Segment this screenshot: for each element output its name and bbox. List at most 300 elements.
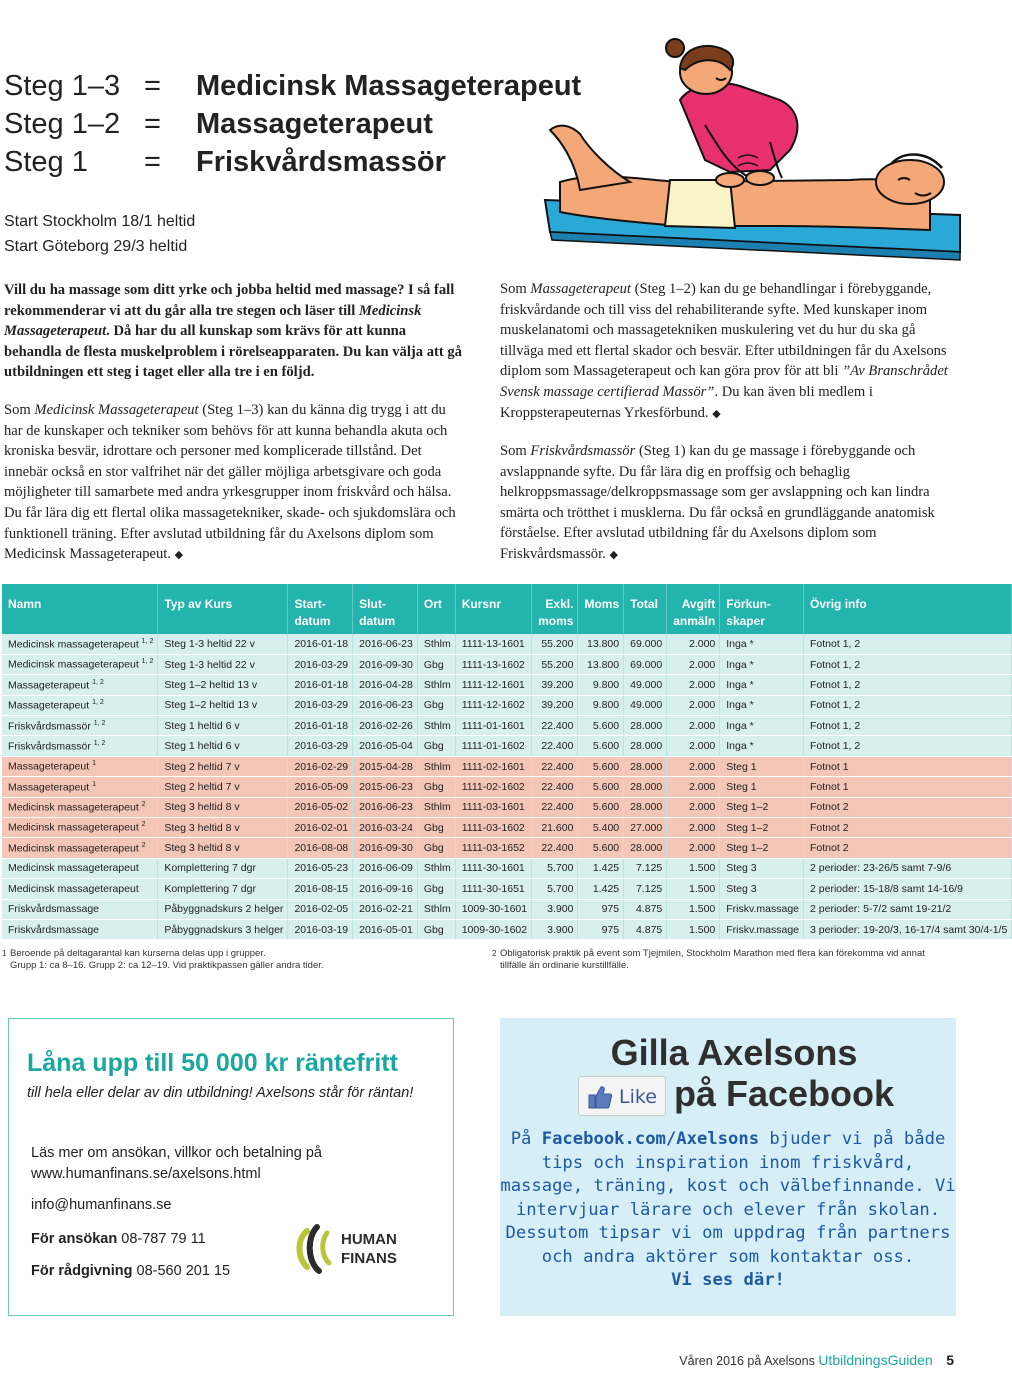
cell-typ	[158, 838, 288, 858]
cell-ort	[417, 654, 455, 674]
cell-text: 5.600	[592, 760, 620, 773]
footnote-1	[2, 948, 450, 972]
cell-typ	[158, 695, 288, 715]
cell-text: Medicinsk massageterapeut	[8, 821, 139, 834]
cell-start	[288, 919, 353, 939]
cell-text: 2016-01-18	[294, 678, 349, 691]
cell-slut	[353, 899, 418, 919]
cell-typ	[158, 716, 288, 736]
cell-start	[288, 736, 353, 756]
cell-text: 9.800	[592, 699, 620, 712]
cell-text: Gbg	[423, 821, 444, 834]
cell-info	[804, 634, 1012, 654]
footnote-ref: 1	[92, 780, 96, 788]
cell-text: Steg 1	[726, 780, 757, 793]
cell-text: 28.000	[630, 842, 663, 855]
cell-text: 2016-06-09	[359, 862, 413, 875]
cell-name	[2, 899, 158, 919]
cell-text: 2.000	[688, 740, 716, 753]
loan-box	[8, 1018, 454, 1316]
cell-total	[624, 736, 667, 756]
cell-text: Sthlm	[423, 801, 451, 814]
column-header-line2: anmäln	[673, 614, 716, 628]
loan-subline: till hela eller delar av din utbildning! Axelsons står för räntan!	[27, 1085, 414, 1101]
cell-typ	[158, 675, 288, 695]
cell-moms	[578, 879, 624, 899]
cell-text: Inga *	[726, 699, 754, 712]
cell-text: 3.900	[547, 903, 574, 916]
cell-text: 1111-02-1602	[461, 780, 525, 793]
cell-text: 2016-05-01	[359, 923, 413, 936]
cell-text: 28.000	[630, 780, 663, 793]
cell-text: 2016-02-29	[294, 760, 349, 773]
table-header-row	[2, 584, 1012, 634]
cell-info	[804, 716, 1012, 736]
cell-avgift	[667, 838, 720, 858]
cell-text: Friskvårdsmassage	[8, 903, 100, 916]
cell-text: 2016-03-19	[294, 923, 349, 936]
cell-exkl	[532, 736, 578, 756]
cell-kursnr	[455, 879, 531, 899]
column-header: Avgift anmäln	[667, 584, 720, 634]
cell-fork	[720, 818, 804, 838]
table-row	[2, 736, 1012, 756]
cell-total	[624, 654, 667, 674]
end-diamond-icon: ◆	[712, 407, 721, 420]
cell-info	[804, 675, 1012, 695]
cell-text: Gbg	[423, 740, 444, 753]
cell-text: Friskvårdsmassör	[8, 740, 91, 753]
cell-text: Medicinsk massageterapeut	[8, 842, 139, 855]
facebook-headline: på Facebook	[674, 1073, 895, 1114]
cell-text: 2016-09-30	[359, 842, 413, 855]
cell-start	[288, 899, 353, 919]
cell-fork	[720, 756, 804, 776]
cell-text: 2.000	[688, 719, 716, 732]
cell-text: 1111-13-1601	[461, 637, 525, 650]
cell-moms	[578, 838, 624, 858]
cell-text: 5.600	[592, 780, 620, 793]
paragraph-text: . Du kan även bli medlem i Kroppsterapeuternas Yrkesförbund.	[500, 383, 873, 421]
page-footer	[679, 1352, 954, 1368]
cell-text: 49.000	[630, 699, 663, 712]
footnote-ref: 1	[92, 760, 96, 768]
cell-kursnr	[455, 797, 531, 817]
cell-exkl	[532, 634, 578, 654]
cell-text: 22.400	[541, 780, 574, 793]
cell-fork	[720, 777, 804, 797]
step-title: Massageterapeut	[196, 108, 433, 140]
cell-text: 7.125	[635, 862, 663, 875]
step-equals: =	[144, 70, 161, 102]
cell-info	[804, 756, 1012, 776]
cell-text: Gbg	[423, 923, 444, 936]
cell-moms	[578, 899, 624, 919]
column-header: Kursnr	[455, 584, 531, 634]
cell-slut	[353, 675, 418, 695]
cell-text: 2016-06-23	[359, 699, 413, 712]
intro-text: Vill du ha massage som ditt yrke och jobba heltid med massage? I så fall rekommenderar vi att du går alla tre stegen och läser till	[4, 282, 455, 319]
cell-text: 5.400	[592, 821, 620, 834]
cell-total	[624, 838, 667, 858]
table-row	[2, 716, 1012, 736]
cell-exkl	[532, 818, 578, 838]
cell-text: Fotnot 1	[810, 780, 849, 793]
logo-text: FINANS	[341, 1250, 397, 1267]
cell-text: 2016-06-23	[359, 801, 413, 814]
cell-text: Steg 3 heltid 8 v	[164, 821, 240, 834]
cell-fork	[720, 716, 804, 736]
cell-start	[288, 695, 353, 715]
paragraph-text: Som	[500, 281, 531, 297]
page-number: 5	[946, 1352, 954, 1368]
table-row	[2, 695, 1012, 715]
cell-start	[288, 777, 353, 797]
cell-ort	[417, 879, 455, 899]
cell-fork	[720, 919, 804, 939]
cell-text: 55.200	[541, 637, 574, 650]
cell-text: Steg 1–2 heltid 13 v	[164, 678, 258, 691]
cell-kursnr	[455, 838, 531, 858]
cell-text: 2.000	[688, 801, 716, 814]
cell-text: Massageterapeut	[8, 760, 90, 773]
cell-text: Inga *	[726, 658, 754, 671]
cell-text: 9.800	[592, 678, 620, 691]
cell-avgift	[667, 716, 720, 736]
cell-text: 2016-09-16	[359, 882, 413, 895]
table-row	[2, 818, 1012, 838]
cell-slut	[353, 879, 418, 899]
cell-text: 2 perioder: 15-18/8 samt 14-16/9	[810, 882, 963, 895]
cell-text: 2 perioder: 5-7/2 samt 19-21/2	[810, 903, 952, 916]
cell-text: 1111-12-1602	[461, 699, 525, 712]
column-header-line2: moms	[538, 614, 574, 628]
cell-text: 1111-03-1601	[461, 801, 525, 814]
cell-avgift	[667, 736, 720, 756]
cell-text: 5.600	[592, 740, 620, 753]
end-diamond-icon: ◆	[609, 548, 618, 561]
cell-info	[804, 899, 1012, 919]
cell-kursnr	[455, 756, 531, 776]
intro-paragraph	[4, 280, 466, 383]
cell-text: Fotnot 1, 2	[810, 699, 861, 712]
cell-fork	[720, 736, 804, 756]
cell-text: Fotnot 1, 2	[810, 678, 861, 691]
cell-typ	[158, 797, 288, 817]
cell-text: 2016-03-29	[294, 658, 349, 671]
cell-name	[2, 654, 158, 674]
column-header: Förkun- skaper	[720, 584, 804, 634]
cell-name	[2, 777, 158, 797]
cell-exkl	[532, 675, 578, 695]
table-row	[2, 838, 1012, 858]
cell-slut	[353, 777, 418, 797]
cell-text: Steg 2 heltid 7 v	[164, 760, 240, 773]
cell-text: 2016-03-29	[294, 740, 349, 753]
cell-text: 69.000	[630, 658, 663, 671]
cell-exkl	[532, 838, 578, 858]
cell-text: Medicinsk massageterapeut	[8, 658, 139, 671]
end-diamond-icon: ◆	[174, 549, 184, 562]
cell-avgift	[667, 654, 720, 674]
cell-text: Fotnot 1, 2	[810, 719, 861, 732]
cell-text: 2.000	[688, 821, 716, 834]
table-row	[2, 899, 1012, 919]
cell-name	[2, 634, 158, 654]
massageterapeut-paragraph	[500, 279, 958, 424]
cell-exkl	[532, 695, 578, 715]
footnote-2	[492, 948, 950, 972]
column-header: Start- datum	[288, 584, 353, 634]
paragraph-text: (Steg 1) kan du ge massage i förebyggande och avslappnande syfte. Du får lära dig en proffsig och behaglig helkroppsmassage/delkroppsmassage som ger avslappning och kan lindra smärta och trötthet i musklerna. Du får också en grundläggande anatomisk förståelse. Efter avslutad utbildning får du Axelsons diplom som Friskvårdsmassör.	[500, 443, 935, 562]
column-header: Ort	[417, 584, 455, 634]
cell-text: Fotnot 1	[810, 760, 849, 773]
paragraph-emphasis: ”Av Branschrådet Svensk massage certifierad Massör”	[500, 363, 948, 400]
column-header: Moms	[578, 584, 624, 634]
cell-info	[804, 858, 1012, 878]
cell-exkl	[532, 716, 578, 736]
cell-total	[624, 777, 667, 797]
intro-text: . Då har du all kunskap som krävs för att kunna behandla de flesta muskelproblem i rörelseapparaten. Du kan välja att gå utbildningen ett steg i taget eller alla tre i en följd.	[4, 323, 462, 381]
loan-advice-phone	[31, 1261, 230, 1282]
cell-typ	[158, 818, 288, 838]
cell-total	[624, 899, 667, 919]
cell-text: 28.000	[630, 719, 663, 732]
cell-text: Inga *	[726, 740, 754, 753]
cell-typ	[158, 919, 288, 939]
cell-kursnr	[455, 675, 531, 695]
cell-info	[804, 654, 1012, 674]
cell-text: Sthlm	[423, 862, 451, 875]
cell-text: Fotnot 1, 2	[810, 637, 861, 650]
cell-text: 28.000	[630, 801, 663, 814]
cell-text: Steg 1–2	[726, 801, 769, 814]
cell-exkl	[532, 899, 578, 919]
cell-slut	[353, 736, 418, 756]
cell-text: 2016-02-21	[359, 903, 413, 916]
cell-text: 39.200	[541, 678, 574, 691]
paragraph-emphasis: Medicinsk Massageterapeut	[34, 402, 199, 418]
cell-text: 975	[601, 903, 620, 916]
cell-avgift	[667, 675, 720, 695]
cell-text: 69.000	[630, 637, 663, 650]
loan-email-link[interactable]: info@humanfinans.se	[31, 1197, 172, 1213]
cell-text: 49.000	[630, 678, 663, 691]
cell-typ	[158, 634, 288, 654]
cell-start	[288, 675, 353, 695]
logo-text: HUMAN	[341, 1231, 397, 1248]
cell-moms	[578, 675, 624, 695]
cell-text: 1009-30-1601	[461, 903, 528, 916]
cell-text: 1.500	[688, 882, 716, 895]
facebook-headline: Gilla Axelsons	[610, 1032, 858, 1073]
cell-kursnr	[455, 777, 531, 797]
cell-text: 28.000	[630, 760, 663, 773]
paragraph-text: (Steg 1–2) kan du ge behandlingar i förebyggande, friskvårdande och till viss del rehabiliterande syfte. Med kunskaper inom muskelanatomi och massagetekniken muskulering vet du hur du ska gå tillväga med ett flertal skador och besvär. Efter utbildningen får du Axelsons diplom som Massageterapeut och kan göra prov för att bli	[500, 281, 947, 380]
paragraph-text: Som	[4, 402, 35, 418]
cell-name	[2, 716, 158, 736]
cell-ort	[417, 777, 455, 797]
footnote-ref: 1, 2	[93, 719, 106, 727]
column-header: Övrig info	[804, 584, 1012, 634]
cell-info	[804, 797, 1012, 817]
cell-text: 2.000	[688, 699, 716, 712]
cell-text: 1111-12-1601	[461, 678, 525, 691]
cell-avgift	[667, 858, 720, 878]
cell-ort	[417, 716, 455, 736]
cell-total	[624, 756, 667, 776]
cell-text: 2016-03-24	[359, 821, 413, 834]
cell-slut	[353, 838, 418, 858]
facebook-closing: Vi ses där!	[671, 1270, 785, 1290]
step-title: Medicinsk Massageterapeut	[196, 70, 582, 102]
cell-text: Steg 1-3 heltid 22 v	[164, 637, 255, 650]
cell-fork	[720, 675, 804, 695]
facebook-like-button[interactable]	[578, 1076, 666, 1116]
cell-slut	[353, 756, 418, 776]
cell-start	[288, 654, 353, 674]
cell-typ	[158, 756, 288, 776]
cell-text: 3.900	[547, 923, 574, 936]
cell-text: 1111-01-1601	[461, 719, 525, 732]
footer-text: Våren 2016 på Axelsons	[679, 1354, 815, 1368]
cell-exkl	[532, 797, 578, 817]
loan-info-link[interactable]: Läs mer om ansökan, villkor och betalning på www.humanfinans.se/axelsons.html	[31, 1145, 322, 1182]
cell-text: Gbg	[423, 699, 444, 712]
cell-total	[624, 675, 667, 695]
cell-avgift	[667, 818, 720, 838]
cell-total	[624, 695, 667, 715]
cell-text: Medicinsk massageterapeut	[8, 638, 139, 651]
footer-brand: UtbildningsGuiden	[818, 1352, 933, 1368]
cell-text: Steg 1–2	[726, 842, 769, 855]
footnote-text: Grupp 1: ca 8–16. Grupp 2: ca 12–19. Vid praktikpassen gäller andra tider.	[10, 960, 324, 971]
start-stockholm: Start Stockholm 18/1 heltid	[4, 213, 196, 230]
step-equals: =	[144, 146, 161, 178]
paragraph-emphasis: Friskvårdsmassör	[530, 443, 636, 459]
cell-fork	[720, 634, 804, 654]
cell-typ	[158, 654, 288, 674]
facebook-link[interactable]: Facebook.com/Axelsons	[541, 1129, 760, 1149]
table-row	[2, 756, 1012, 776]
cell-text: Medicinsk massageterapeut	[8, 882, 139, 895]
cell-text: 2016-08-15	[294, 882, 349, 895]
cell-exkl	[532, 919, 578, 939]
cell-text: 55.200	[541, 658, 574, 671]
cell-text: 1.500	[688, 862, 716, 875]
cell-text: 22.400	[541, 719, 574, 732]
cell-ort	[417, 756, 455, 776]
cell-text: Steg 1 heltid 6 v	[164, 740, 240, 753]
cell-avgift	[667, 756, 720, 776]
cell-fork	[720, 654, 804, 674]
advice-phone: 08-560 201 15	[136, 1263, 231, 1279]
cell-text: 2016-04-28	[359, 678, 413, 691]
cell-text: 1111-13-1602	[461, 658, 525, 671]
cell-text: Fotnot 1, 2	[810, 740, 861, 753]
cell-slut	[353, 919, 418, 939]
cell-slut	[353, 634, 418, 654]
cell-text: 39.200	[541, 699, 574, 712]
cell-text: 4.875	[635, 903, 663, 916]
cell-name	[2, 675, 158, 695]
cell-text: Gbg	[423, 658, 444, 671]
footnote-ref: 1, 2	[141, 658, 154, 666]
cell-total	[624, 716, 667, 736]
step-label: Steg 1–3	[4, 70, 121, 102]
cell-text: 1111-03-1652	[461, 842, 525, 855]
cell-text: Friskv.massage	[726, 923, 800, 936]
cell-text: Fotnot 2	[810, 821, 849, 834]
cell-start	[288, 797, 353, 817]
cell-start	[288, 716, 353, 736]
cell-text: 2016-05-23	[294, 862, 349, 875]
like-label: Like	[619, 1086, 657, 1108]
cell-text: 3 perioder: 19-20/3, 16-17/4 samt 30/4-1/5	[810, 923, 1008, 936]
cell-text: 2016-01-18	[294, 637, 349, 650]
column-header: Typ av Kurs	[158, 584, 288, 634]
cell-text: Friskvårdsmassage	[8, 923, 100, 936]
cell-text: 2016-02-05	[294, 903, 349, 916]
cell-text: 1.500	[688, 923, 716, 936]
cell-name	[2, 818, 158, 838]
cell-fork	[720, 695, 804, 715]
advice-label: För rådgivning	[31, 1263, 133, 1279]
human-finans-logo	[291, 1219, 431, 1275]
cell-slut	[353, 654, 418, 674]
cell-info	[804, 838, 1012, 858]
cell-fork	[720, 879, 804, 899]
cell-name	[2, 797, 158, 817]
start-dates	[4, 209, 195, 259]
cell-moms	[578, 777, 624, 797]
cell-text: 2015-04-28	[359, 760, 413, 773]
cell-fork	[720, 858, 804, 878]
step-label: Steg 1–2	[4, 108, 121, 140]
column-header: Slut- datum	[353, 584, 418, 634]
cell-moms	[578, 634, 624, 654]
footnote-ref: 1, 2	[141, 637, 154, 645]
cell-text: Sthlm	[423, 760, 451, 773]
cell-text: 21.600	[541, 821, 574, 834]
cell-start	[288, 858, 353, 878]
footnote-marker: 1	[2, 949, 7, 958]
column-header: Namn	[2, 584, 158, 634]
cell-text: 5.600	[592, 842, 620, 855]
cell-text: Gbg	[423, 780, 444, 793]
cell-text: 2.000	[688, 658, 716, 671]
cell-text: Inga *	[726, 678, 754, 691]
cell-exkl	[532, 654, 578, 674]
cell-kursnr	[455, 919, 531, 939]
cell-text: Steg 3	[726, 882, 757, 895]
cell-text: 5.700	[547, 862, 574, 875]
cell-text: 2.000	[688, 637, 716, 650]
cell-ort	[417, 675, 455, 695]
table-row	[2, 797, 1012, 817]
table-row	[2, 919, 1012, 939]
cell-ort	[417, 919, 455, 939]
cell-text: Sthlm	[423, 637, 451, 650]
cell-text: Steg 1 heltid 6 v	[164, 719, 240, 732]
cell-kursnr	[455, 634, 531, 654]
column-header: Exkl. moms	[532, 584, 578, 634]
cell-text: Steg 1–2 heltid 13 v	[164, 699, 258, 712]
cell-name	[2, 879, 158, 899]
cell-text: Steg 1-3 heltid 22 v	[164, 658, 255, 671]
loan-headline: Låna upp till 50 000 kr räntefritt	[27, 1049, 398, 1077]
cell-text: Påbyggnadskurs 3 helger	[164, 923, 284, 936]
